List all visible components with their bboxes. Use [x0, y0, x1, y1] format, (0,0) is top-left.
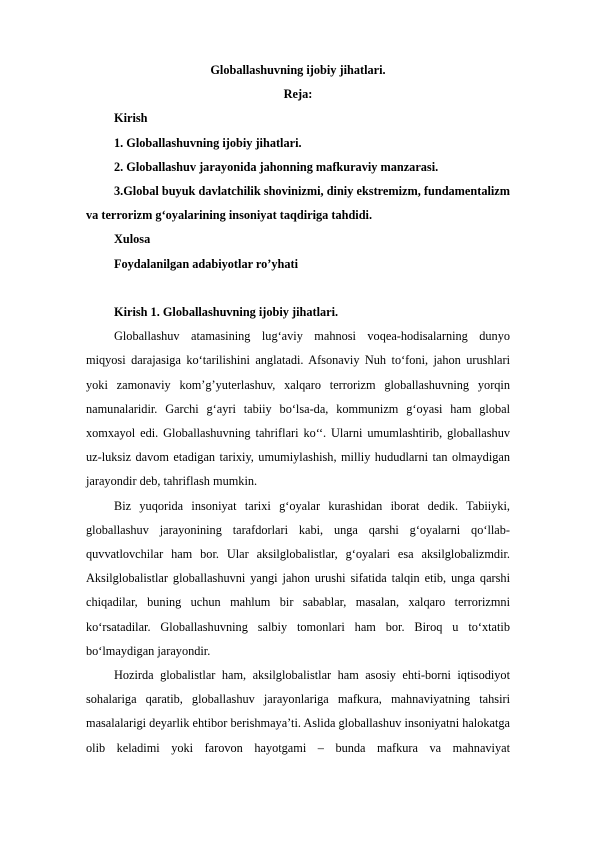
plan-item-2: 2. Globallashuv jarayonida jahonning mafkuraviy manzarasi.	[114, 159, 439, 174]
plan-item-references: Foydalanilgan adabiyotlar ro’yhati	[114, 256, 299, 271]
body-paragraph-1: Globallashuv atamasining lug‘aviy mahnosi voqea-hodisalarning dunyo miqyosi darajasiga ko‘tarilishini anglatadi. Afsonaviy Nuh to‘foni, jahon urushlari yoki zamonaviy kom’g’yuterlashuv, xalqaro terrorizm globallashuvning yorqin namunalaridir. Garchi g‘ayri tabiiy bo‘lsa-da, kommunizm g‘oyasi ham global xomxayol edi. Globallashuvning tahriflari ko‘‘. Ularni umumlashtirib, globallashuv uz-luksiz davom etadigan tarixiy, umumiylashish, milliy hududlarni tan olmaydigan jarayondir deb, tahriflash mumkin.	[86, 329, 510, 489]
body-paragraph-3: Hozirda globalistlar ham, aksilglobalistlar ham asosiy ehti-borni iqtisodiyot sohalariga qaratib, globallashuv jarayonlariga mafkura, mahnaviyatning tahsiri masalalarigi deyarlik ehtibor berishmaya’ti. Aslida globallashuv insoniyatni halokatga olib keladimi yoki farovon hayotgami – bunda mafkura va mahnaviyat	[86, 668, 510, 755]
blank-line	[86, 276, 510, 300]
plan-item-conclusion: Xulosa	[114, 232, 151, 247]
body-paragraph-2: Biz yuqorida insoniyat tarixi g‘oyalar kurashidan iborat dedik. Tabiiyki, globallashuv jarayonining tarafdorlari kabi, unga qarshi g‘oyalarni qo‘llab-quvvatlovchilar ham bor. Ular aksilglobalistlar, g‘oyalari esa aksilglobalizmdir. Aksilglobalistlar globallashuvni yangi jahon urushi sifatida talqin etib, unga qarshi chiqadilar, buning uchun mahlum bir sabablar, masalan, xalqaro terrorizmni ko‘rsatadilar. Globallashuvning salbiy tomonlari ham bor. Biroq u to‘xtatib bo‘lmaydigan jarayondir.	[86, 498, 510, 658]
document-body	[86, 58, 510, 760]
plan-item-1: 1. Globallashuvning ijobiy jihatlari.	[114, 135, 302, 150]
document-title: Globallashuvning ijobiy jihatlari.	[210, 63, 386, 77]
plan-item-3: 3.Global buyuk davlatchilik shovinizmi, diniy ekstremizm, fundamentalizm va terrorizm g‘oyalarining insoniyat taqdiriga tahdidi.	[86, 184, 510, 223]
section-heading: Kirish 1. Globallashuvning ijobiy jihatlari.	[114, 305, 339, 320]
plan-heading: Reja:	[283, 87, 313, 102]
plan-item-intro: Kirish	[114, 111, 148, 126]
